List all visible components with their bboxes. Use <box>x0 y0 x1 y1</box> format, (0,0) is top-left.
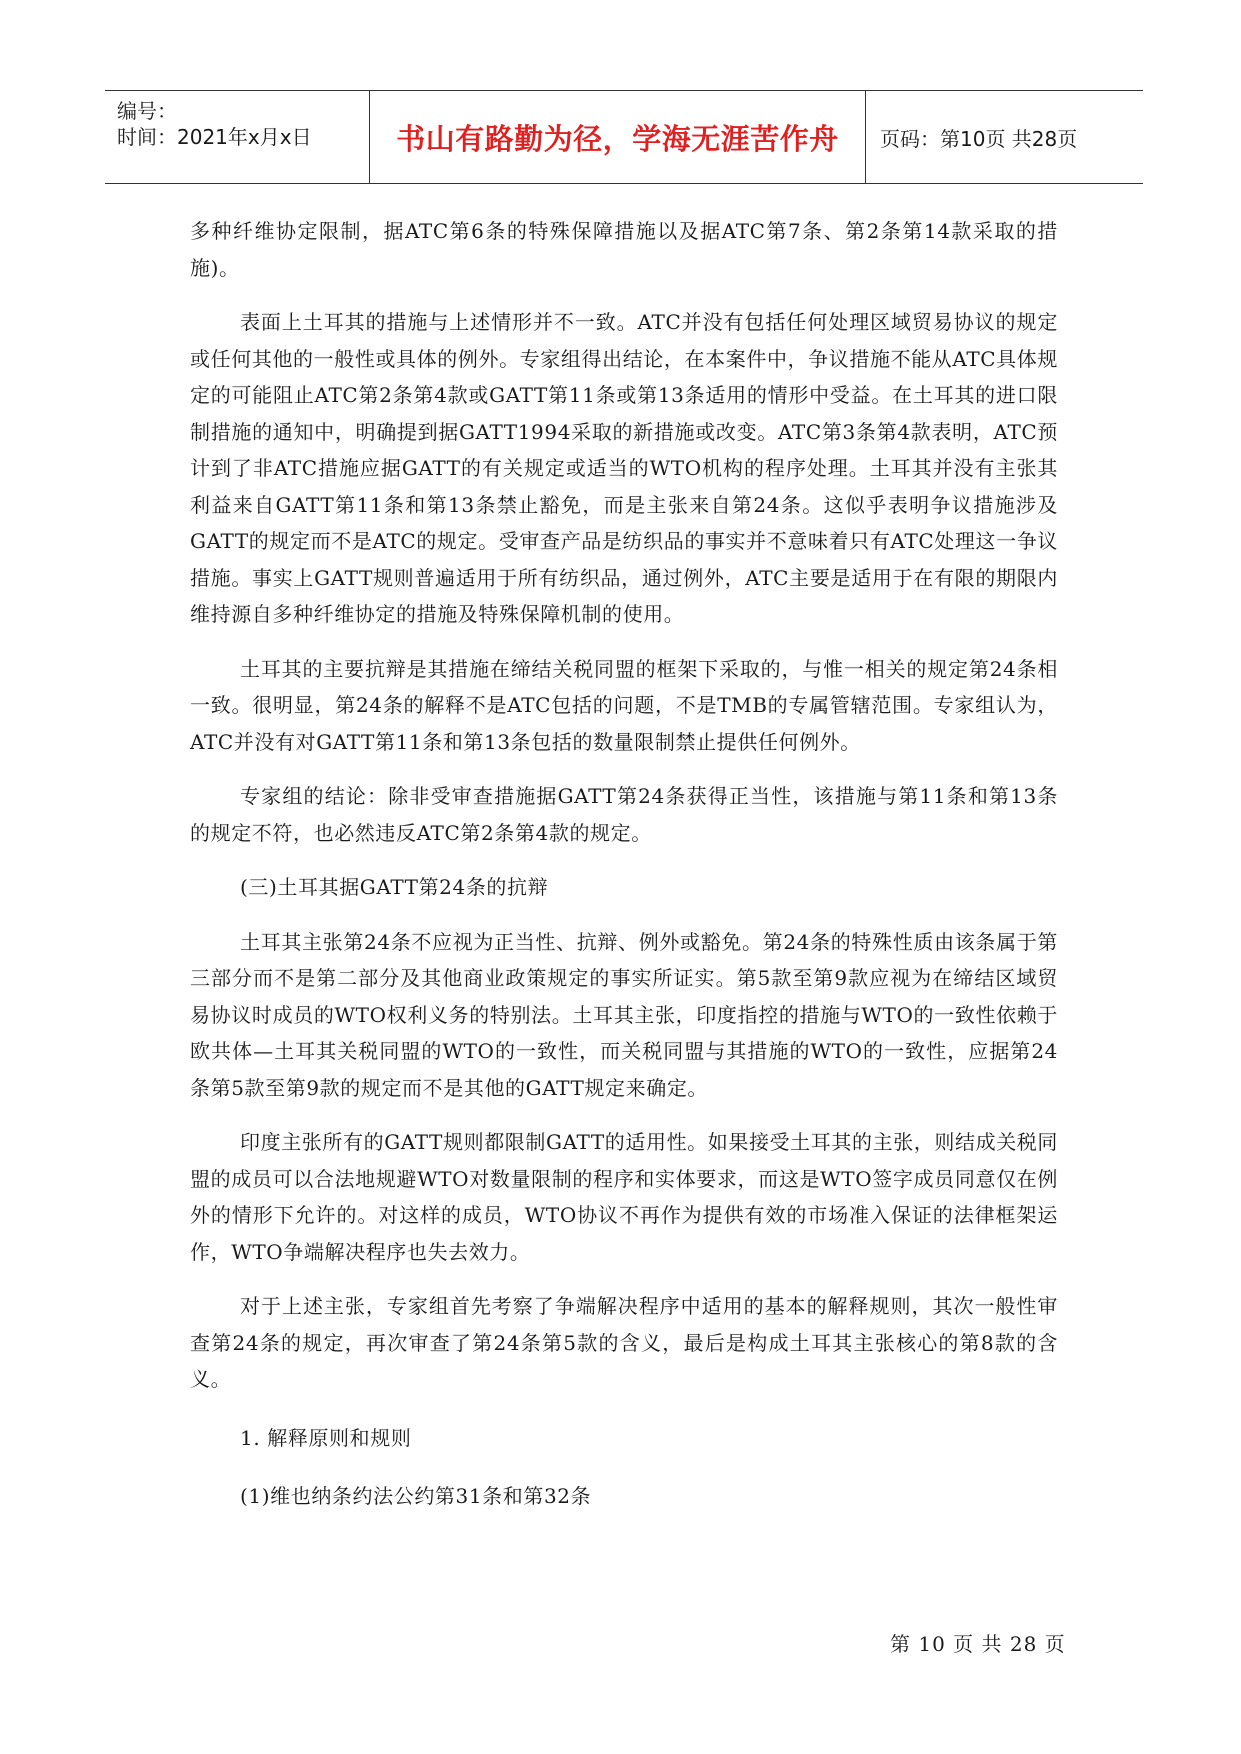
subsection-heading: (1)维也纳条约法公约第31条和第32条 <box>240 1484 592 1508</box>
header-page-number: 页码：第10页 共28页 <box>880 126 1078 151</box>
paragraph: 对于上述主张，专家组首先考察了争端解决程序中适用的基本的解释规则，其次一般性审查第24条的规定，再次审查了第24条第5款的含义，最后是构成土耳其主张核心的第8款的含义。 <box>190 1294 1058 1391</box>
header-page-cell <box>866 91 1143 183</box>
paragraph: 土耳其的主要抗辩是其措施在缔结关税同盟的框架下采取的，与惟一相关的规定第24条相一致。很明显，第24条的解释不是ATC包括的问题，不是TMB的专属管辖范围。专家组认为，ATC并没有对GATT第11条和第13条包括的数量限制禁止提供任何例外。 <box>190 656 1058 754</box>
page-footer-number: 第 10 页 共 28 页 <box>890 1632 1066 1656</box>
header-info-cell <box>105 91 369 183</box>
header-motto-cell <box>369 91 866 183</box>
paragraph: 表面上土耳其的措施与上述情形并不一致。ATC并没有包括任何处理区域贸易协议的规定或任何其他的一般性或具体的例外。专家组得出结论，在本案件中，争议措施不能从ATC具体规定的可能阻止ATC第2条第4款或GATT第11条或第13条适用的情形中受益。在土耳其的进口限制措施的通知中，明确提到据GATT1994采取的新措施或改变。ATC第3条第4款表明，ATC预计到了非ATC措施应据GATT的有关规定或适当的WTO机构的程序处理。土耳其并没有主张其利益来自GATT第11条和第13条禁止豁免，而是主张来自第24条。这似乎表明争议措施涉及GATT的规定而不是ATC的规定。受审查产品是纺织品的事实并不意味着只有ATC处理这一争议措施。事实上GATT规则普遍适用于所有纺织品，通过例外，ATC主要是适用于在有限的期限内维持源自多种纤维协定的措施及特殊保障机制的使用。 <box>190 310 1058 626</box>
paragraph-continuation: 多种纤维协定限制，据ATC第6条的特殊保障措施以及据ATC第7条、第2条第14款采取的措施)。 <box>190 219 1058 280</box>
serial-number-label: 编号： <box>117 99 177 123</box>
subsection-heading: 1. 解释原则和规则 <box>240 1425 412 1450</box>
paragraph: 印度主张所有的GATT规则都限制GATT的适用性。如果接受土耳其的主张，则结成关税同盟的成员可以合法地规避WTO对数量限制的程序和实体要求，而这是WTO签字成员同意仅在例外的情形下允许的。对这样的成员，WTO协议不再作为提供有效的市场准入保证的法律框架运作，WTO争端解决程序也失去效力。 <box>190 1130 1058 1264</box>
section-heading: (三)土耳其据GATT第24条的抗辩 <box>240 875 549 899</box>
motto-text: 书山有路勤为径，学海无涯苦作舟 <box>396 121 839 156</box>
paragraph: 土耳其主张第24条不应视为正当性、抗辩、例外或豁免。第24条的特殊性质由该条属于第三部分而不是第二部分及其他商业政策规定的事实所证实。第5款至第9款应视为在缔结区域贸易协议时成员的WTO权利义务的特别法。土耳其主张，印度指控的措施与WTO的一致性依赖于欧共体—土耳其关税同盟的WTO的一致性，而关税同盟与其措施的WTO的一致性，应据第24条第5款至第9款的规定而不是其他的GATT规定来确定。 <box>190 929 1058 1100</box>
page-header <box>105 90 1143 184</box>
document-body <box>190 213 1058 1515</box>
time-label: 时间：2021年x月x日 <box>117 125 312 149</box>
paragraph: 专家组的结论：除非受审查措施据GATT第24条获得正当性，该措施与第11条和第13条的规定不符，也必然违反ATC第2条第4款的规定。 <box>190 784 1058 845</box>
